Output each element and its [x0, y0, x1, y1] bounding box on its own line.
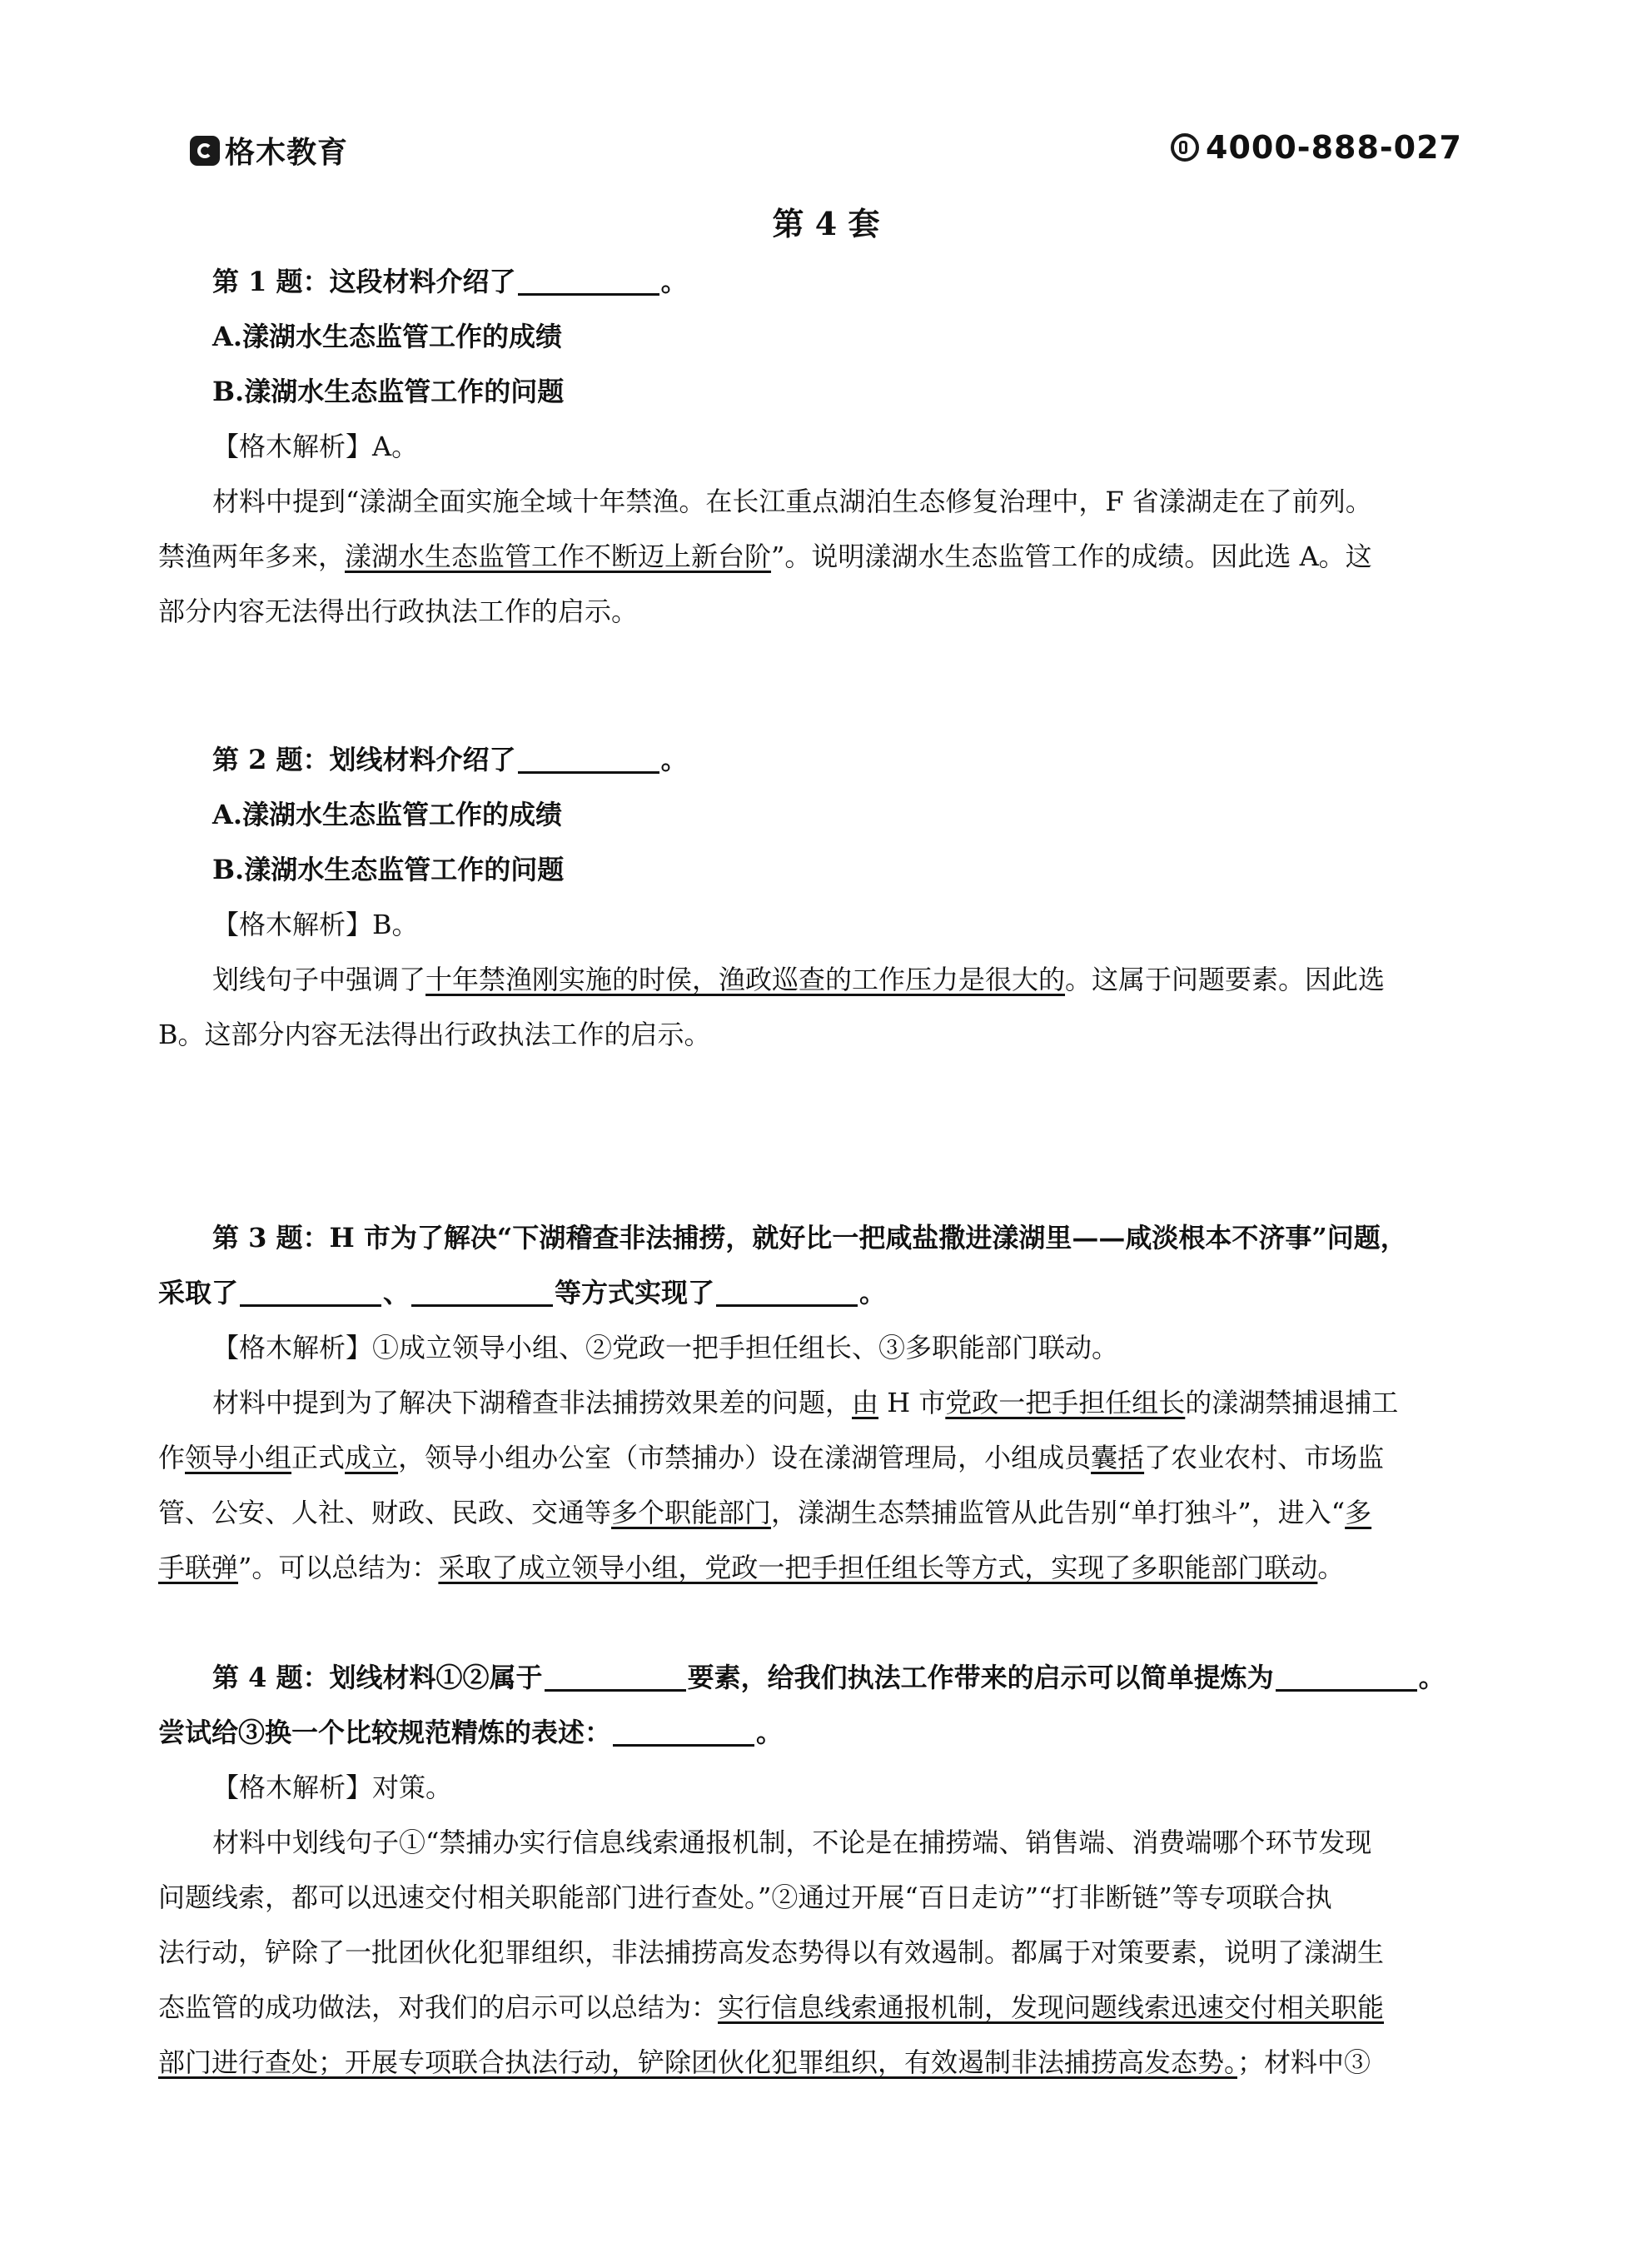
brand-name: 格木教育 [225, 136, 349, 170]
q1-stem: 第 1 题：这段材料介绍了 。 [212, 266, 688, 297]
q2-explanation-line: 划线句子中强调了十年禁渔刚实施的时侯，渔政巡查的工作压力是很大的。这属于问题要素。因此选 [212, 964, 1386, 995]
q2-option-b: B.漾湖水生态监管工作的问题 [212, 854, 565, 885]
q1-explanation-line: 部分内容无法得出行政执法工作的启示。 [158, 596, 639, 627]
q4-explanation-line: 法行动，铲除了一批团伙化犯罪组织，非法捕捞高发态势得以有效遏制。都属于对策要素，说明了漾湖生 [158, 1936, 1385, 1968]
q1-option-a: A.漾湖水生态监管工作的成绩 [212, 321, 562, 352]
q2-answer: 【格木解析】B。 [212, 909, 419, 940]
answer-blank [1276, 1662, 1417, 1692]
q4-explanation-line: 态监管的成功做法，对我们的启示可以总结为：实行信息线索通报机制，发现问题线索迅速交付相关职能 [158, 1991, 1385, 2023]
brand-logo [190, 129, 348, 172]
q1-explanation-line: 材料中提到“漾湖全面实施全域十年禁渔。在长江重点湖泊生态修复治理中，F 省漾湖走在了前列。 [212, 486, 1372, 517]
page-title: 第 4 套 [772, 205, 880, 242]
q1-answer: 【格木解析】A。 [212, 431, 419, 462]
q4-explanation-line: 问题线索，都可以迅速交付相关职能部门进行查处。”②通过开展“百日走访”“打非断链”等专项联合执 [158, 1882, 1332, 1913]
q3-explanation-line: 作领导小组正式成立，领导小组办公室（市禁捕办）设在漾湖管理局，小组成员囊括了农业农村、市场监 [158, 1442, 1385, 1473]
phone-icon [1171, 133, 1199, 162]
answer-blank [240, 1278, 381, 1307]
answer-blank [716, 1278, 858, 1307]
q3-stem: 第 3 题：H 市为了解决“下湖稽查非法捕捞，就好比一把咸盐撒进漾湖里——咸淡根本不济事”问题， [212, 1222, 1407, 1254]
q3-explanation-line: 管、公安、人社、财政、民政、交通等多个职能部门，漾湖生态禁捕监管从此告别“单打独斗”，进入“多 [158, 1497, 1372, 1528]
q4-stem: 第 4 题：划线材料①②属于 要素，给我们执法工作带来的启示可以简单提炼为 。 [212, 1662, 1446, 1693]
phone-number: 4000-888-027 [1206, 129, 1462, 166]
q3-explanation-line: 材料中提到为了解决下湖稽查非法捕捞效果差的问题，由 H 市党政一把手担任组长的漾湖禁捕退捕工 [212, 1387, 1399, 1418]
page-header [190, 129, 1462, 179]
q3-answer: 【格木解析】①成立领导小组、②党政一把手担任组长、③多职能部门联动。 [212, 1332, 1119, 1363]
answer-blank [518, 267, 659, 296]
answer-blank [518, 745, 659, 774]
q4-explanation-line: 部门进行查处；开展专项联合执法行动，铲除团伙化犯罪组织，有效遏制非法捕捞高发态势。；材料中③ [158, 2046, 1371, 2078]
document-body [158, 254, 1495, 2090]
phone-contact [1171, 129, 1462, 166]
q2-stem: 第 2 题：划线材料介绍了 。 [212, 744, 688, 775]
q4-explanation-line: 材料中划线句子①“禁捕办实行信息线索通报机制，不论是在捕捞端、销售端、消费端哪个环节发现 [212, 1827, 1372, 1858]
answer-blank [613, 1717, 754, 1747]
q4-answer: 【格木解析】对策。 [212, 1772, 453, 1803]
q2-option-a: A.漾湖水生态监管工作的成绩 [212, 799, 562, 830]
answer-blank [411, 1278, 553, 1307]
brand-logo-icon [190, 136, 220, 166]
q3-stem: 采取了 、 等方式实现了 。 [158, 1277, 887, 1308]
q4-stem: 尝试给③换一个比较规范精炼的表述： 。 [158, 1717, 784, 1748]
q1-explanation-line: 禁渔两年多来，漾湖水生态监管工作不断迈上新台阶”。说明漾湖水生态监管工作的成绩。因此选 A。这 [158, 541, 1372, 572]
underlined-text: 十年禁渔刚实施的时侯，渔政巡查的工作压力是很大的 [425, 964, 1066, 995]
q3-explanation-line: 手联弹”。可以总结为：采取了成立领导小组，党政一把手担任组长等方式，实现了多职能部门联动。 [158, 1552, 1345, 1583]
q2-explanation-line: B。这部分内容无法得出行政执法工作的启示。 [158, 1019, 711, 1050]
underlined-text: 漾湖水生态监管工作不断迈上新台阶 [345, 541, 772, 572]
answer-blank [545, 1662, 686, 1692]
q1-option-b: B.漾湖水生态监管工作的问题 [212, 376, 565, 407]
